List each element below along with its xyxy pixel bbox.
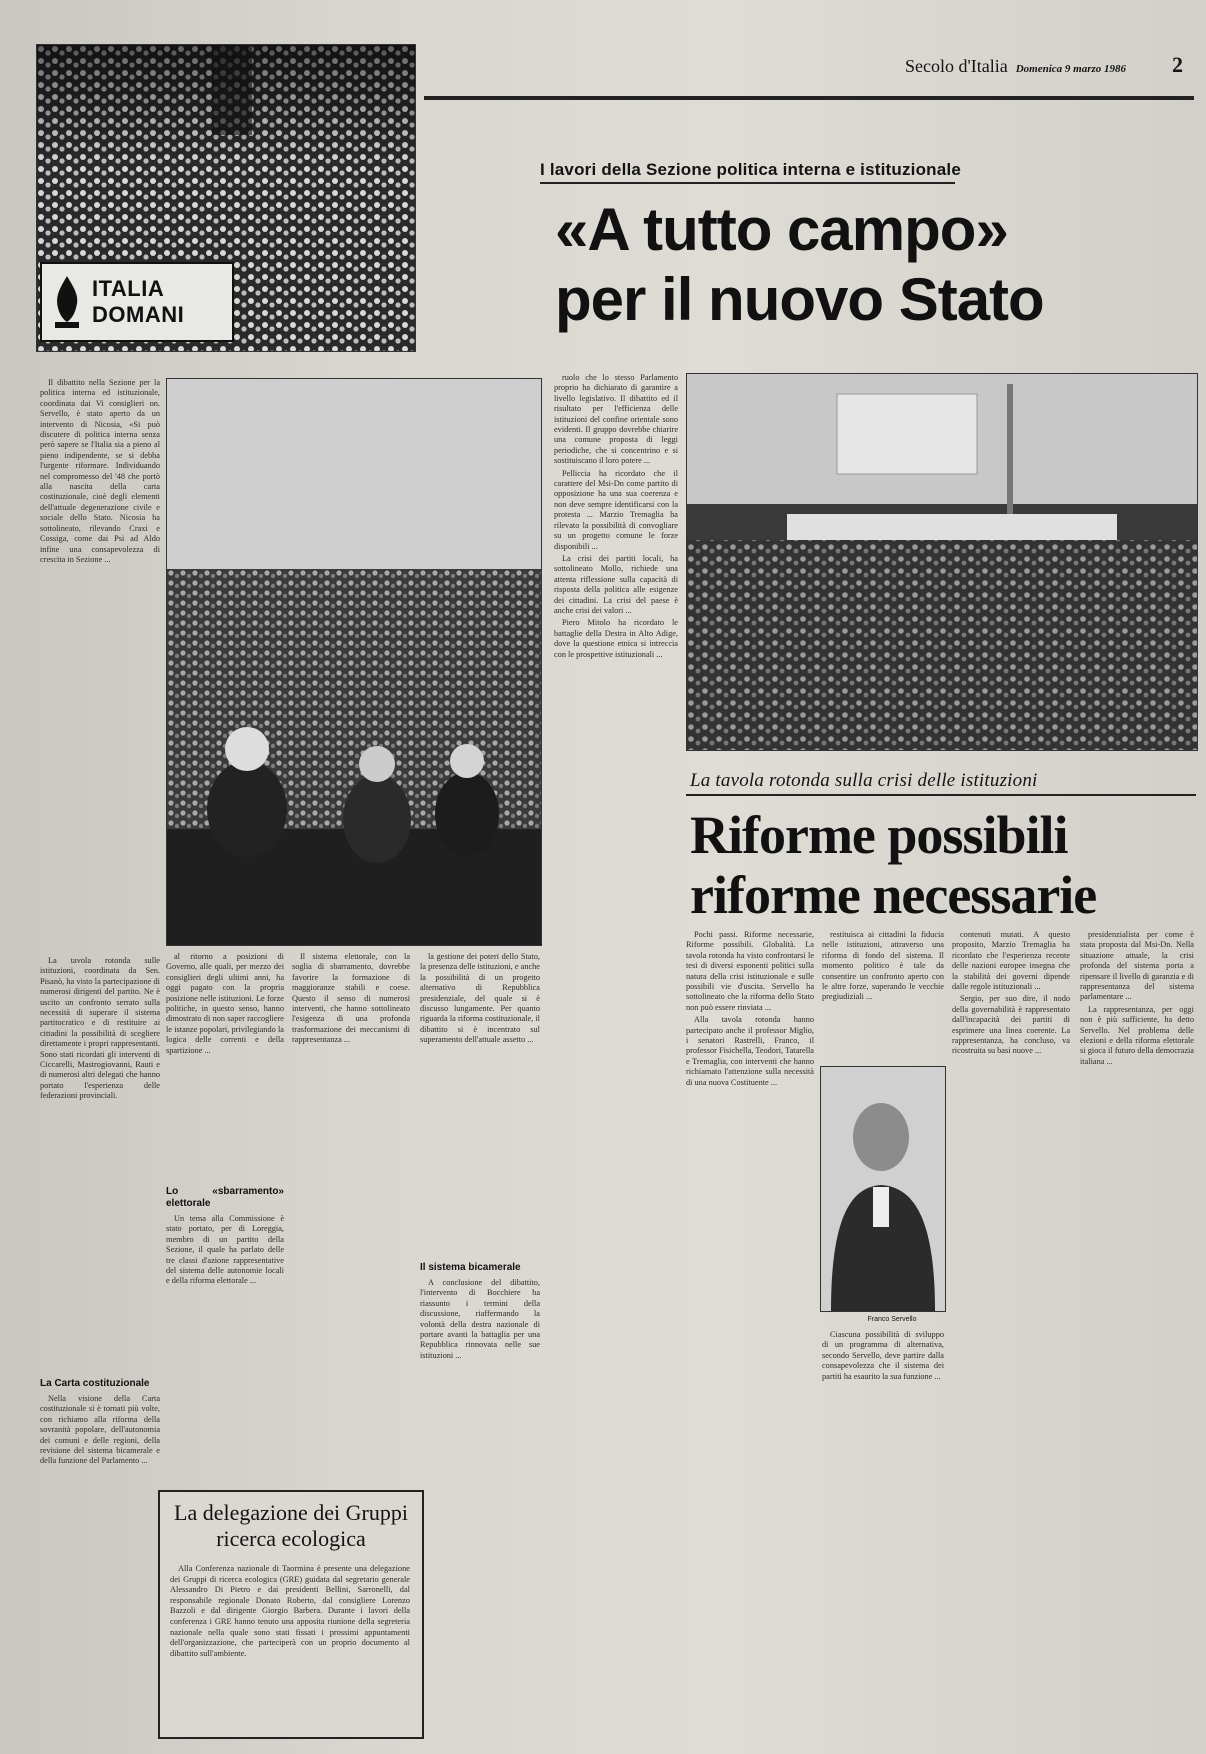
column-8: contenuti mutati. A questo proposito, Marzio Tremaglia ha ricordato che l'esperienza recente delle nazioni europee insegna che la stabilità dei governi dipende dalle regole istituzionali ... Sergio, per suo dire, il nodo della governabilità è rappresentato dall'incapacità dei partiti di esprimere una linea coerente. La rappresentanza, ha concluso, va ricostruita su basi nuove ... xyxy=(952,930,1070,1056)
column-7-top: restituisca ai cittadini la fiducia nelle istituzioni, attraverso una riforma di fondo del sistema. Il momento politico è tale da consentire un confronto aperto con le altre forze, superando le vecchie pregiudiziali ... xyxy=(822,930,944,1002)
column-1-bottom: La Carta costituzionale Nella visione della Carta costituzionale si è tornati più volte, con richiamo alla riforma della sovranità popolare, dell'autonomia dei comuni e delle regioni, della revisione del sistema bicamerale e della funzione del Parlamento ... xyxy=(40,1378,160,1466)
column-7-bottom: Ciascuna possibilità di sviluppo di un programma di alternativa, secondo Servello, deve partire dalla consapevolezza che il sistema dei partiti ha esaurito la sua funzione ... xyxy=(822,1330,944,1381)
flame-icon xyxy=(50,272,84,332)
kicker-underline xyxy=(540,182,955,184)
audience-photo xyxy=(166,378,542,946)
column-5: ruolo che lo stesso Parlamento proprio ha dichiarato di garantire a livello legislativo. Il dibattito ed il risultato per l'efficienza delle istituzioni del confine orientale sono evidenti. Il gruppo dovrebbe chiarire una comune proposta di leggi periodiche, che si concentrino e si sostituiscano il loro potere ... Pelliccia ha ricordato che il carattere del Msi-Dn come partito di opposizione ha una sua coerenza e non deve sempre identificarsi con la protesta ... Marzio Tremaglia ha rilevato la possibilità di convogliare su un progetto comune le forze disponibili ... La crisi dei partiti locali, ha sottolineato Mollo, richiede una attenta riflessione sulla capacità di risposta della politica alle esigenze dei cittadini. La crisi del paese è anche crisi dei valori ... Piero Mitolo ha ricordato le battaglie della Destra in Alto Adige, dove la questione etnica si intreccia con le prospettive istituzionali ... xyxy=(554,373,678,659)
column-1-top: Il dibattito nella Sezione per la politica interna ed istituzionale, coordinata dai Vi consiglieri on. Servello, è stato aperto da un intervento di Nicosia, «Si può discutere di politica interna senza però sapere se l'Italia sia a pieno al pieno indipendente, se si debba l'urgente riformare. Individuando nel compromesso del '48 che portò alla nascita della carta costituzionale, cioè degli elementi dell'attuale degenerazione civile e sociale dello Stato. Nicosia ha sottolineato, rilevando Craxi e Cossiga, come dai Psi ad Aldo infine una consapevolezza di crescita in Sezione ... xyxy=(40,378,160,564)
column-4-bottom: Il sistema bicamerale A conclusione del dibattito, l'intervento di Bocchiere ha riassunto i termini della discussione, riaffermando la volontà della destra nazionale di portare avanti la battaglia per una Repubblica rinnovata nelle sue istituzioni ... xyxy=(420,1262,540,1360)
column-3: Il sistema elettorale, con la soglia di sbarramento, dovrebbe favorire la formazione di maggioranze stabili e coese. Questo il senso di numerosi interventi, che hanno sottolineato l'esigenza di una profonda trasformazione dei meccanismi di rappresentanza ... xyxy=(292,952,410,1045)
subhead-bicamerale: Il sistema bicamerale xyxy=(420,1262,521,1273)
column-4-top: la gestione dei poteri dello Stato, la presenza delle istituzioni, e anche la possibilità di un progetto alternativo di Repubblica presidenziale, del quale si è discusso lungamente. Per quanto riguarda la riforma costituzionale, il dibattito si è incentrato sul superamento dell'attuale assetto ... xyxy=(420,952,540,1045)
column-1-mid: La tavola rotonda sulle istituzioni, coordinata da Sen. Pisanò, ha visto la partecipazione di numerosi dirigenti del partito. Ne è uscito un confronto serrato sulla necessità di superare il sistema partitocratico e di restituire ai cittadini la possibilità di scegliere direttamente i propri rappresentanti. Sono stati ricordati gli interventi di Ciccarelli, Mastrogiovanni, Rauti e di numerosi altri delegati che hanno portato l'esperienza delle federazioni provinciali. xyxy=(40,956,160,1101)
italia-domani-logo xyxy=(40,262,234,342)
logo-wordmark: ITALIA DOMANI xyxy=(92,276,185,327)
portrait-caption: Franco Servello xyxy=(867,1316,917,1323)
masthead-rule xyxy=(424,96,1194,100)
main-kicker: I lavori della Sezione politica interna e istituzionale xyxy=(540,160,961,179)
column-9: presidenzialista per come è stata proposta dal Msi-Dn. Nella situazione attuale, la crisi profonda del sistema porta a ripensare il livello di garanzia e di rappresentanza del sistema parlamentare ... La rappresentanza, per oggi non è più sufficiente, ha detto Servello. Nel problema delle elezioni e della riforma elettorale si gioca il futuro della democrazia italiana ... xyxy=(1080,930,1194,1066)
second-kicker-rule xyxy=(686,794,1196,796)
round-table-photo xyxy=(686,373,1198,751)
column-2-bottom: Lo «sbarramento» elettorale Un tema alla Commissione è stato portato, per di Loreggia, membro di un partito della Sezione, il quale ha parlato delle tre classi d'azione rappresentative del sistema delle autonomie locali e della riforma elettorale ... xyxy=(166,1186,284,1286)
subhead-carta: La Carta costituzionale xyxy=(40,1378,150,1389)
second-headline-line2: riforme necessarie xyxy=(690,865,1097,925)
second-headline-line1: Riforme possibili xyxy=(690,805,1068,865)
column-6: Pochi passi. Riforme necessarie, Riforme possibili. Globalità. La tavola rotonda ha visto confrontarsi le tesi di diversi esponenti politici sulla natura della crisi istituzionale e sulle possibili vie d'uscita. Servello ha sottolineato che la riforma dello Stato non può essere rinviata ... Alla tavola rotonda hanno partecipato anche il professor Miglio, i senatori Rastrelli, Franco, il professor Fisichella, Teodori, Tatarella e Tremaglia, con interventi che hanno richiamato l'attenzione sulla necessità di una nuova Costituente ... xyxy=(686,930,814,1087)
column-2-top: al ritorno a posizioni di Governo, alle quali, per mezzo dei consiglieri degli ultimi anni, ha oggi pagato con la propria posizione nelle istituzioni. Le forze politiche, in questo senso, hanno dimostrato di non saper raccogliere le istanze popolari, privilegiando la logica delle correnti e della spartizione ... xyxy=(166,952,284,1055)
main-headline-line2: per il nuovo Stato xyxy=(555,266,1044,333)
ecology-box xyxy=(158,1490,424,1739)
ecology-box-text: Alla Conferenza nazionale di Taormina è presente una delegazione dei Gruppi di ricerca ecologica (GRE) guidata dal segretario generale Alessandro Di Pietro e dai presidenti Bellini, Sarronelli, dal responsabile regionale Donato Roberto, dal consigliere Lorenzo Bazzoli e dal dirigente Giorgio Barbera. Durante i lavori della conferenza i GRE hanno tenuto una apposita riunione della segreteria nazionale nella quale sono stati fissati i prossimi appuntamenti dell'organizzazione, che parteciperà con un proprio documento al dibattito sull'ambiente. xyxy=(170,1564,410,1658)
subhead-sbarramento: Lo «sbarramento» elettorale xyxy=(166,1186,284,1209)
masthead xyxy=(905,52,1195,76)
main-headline-line1: «A tutto campo» xyxy=(555,196,1008,263)
second-kicker: La tavola rotonda sulla crisi delle istituzioni xyxy=(690,770,1038,791)
issue-date: Domenica 9 marzo 1986 xyxy=(1015,63,1127,75)
portrait-photo xyxy=(820,1066,946,1312)
paper-name: Secolo d'Italia xyxy=(905,56,1008,76)
ecology-box-title: La delegazione dei Gruppi ricerca ecologica xyxy=(174,1500,408,1551)
page-number: 2 xyxy=(1172,52,1183,77)
